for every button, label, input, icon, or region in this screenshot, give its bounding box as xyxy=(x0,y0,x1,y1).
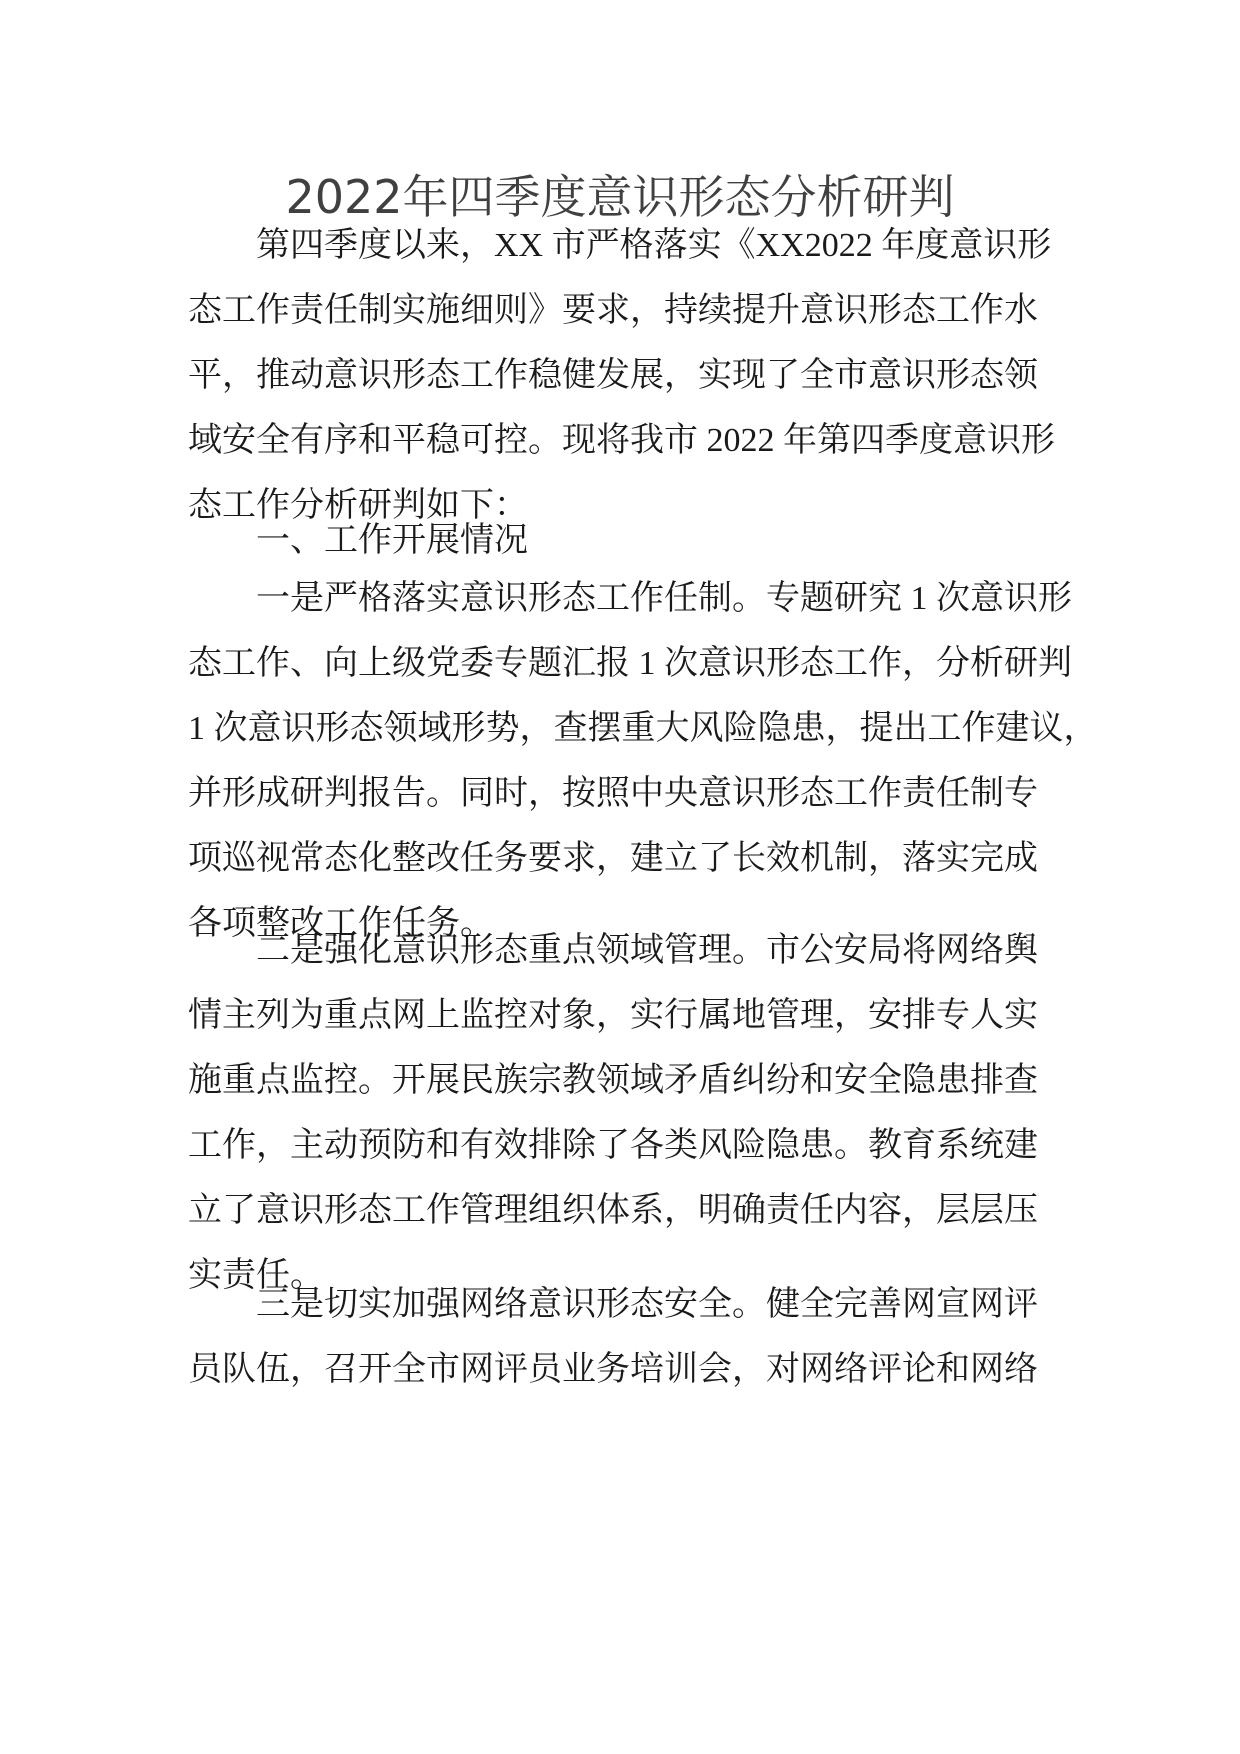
paragraph-line: 员队伍，召开全市网评员业务培训会，对网络评论和网络 xyxy=(188,1351,1038,1388)
paragraph-line: 第四季度以来，XX 市严格落实《XX2022 年度意识形 xyxy=(256,227,1052,264)
document-title: 2022年四季度意识形态分析研判 xyxy=(285,170,955,224)
paragraph-line: 施重点监控。开展民族宗教领域矛盾纠纷和安全隐患排查 xyxy=(188,1062,1038,1099)
paragraph-line: 工作，主动预防和有效排除了各类风险隐患。教育系统建 xyxy=(188,1127,1038,1164)
paragraph-line: 态工作、向上级党委专题汇报 1 次意识形态工作，分析研判 xyxy=(188,645,1072,682)
paragraph-item-3 xyxy=(188,1272,1088,1402)
paragraph-line: 情主列为重点网上监控对象，实行属地管理，安排专人实 xyxy=(188,997,1038,1034)
paragraph-line: 二是强化意识形态重点领域管理。市公安局将网络舆 xyxy=(256,932,1038,969)
paragraph-line: 态工作责任制实施细则》要求，持续提升意识形态工作水 xyxy=(188,292,1038,329)
paragraph-line: 项巡视常态化整改任务要求，建立了长效机制，落实完成 xyxy=(188,840,1038,877)
section-heading-text: 一、工作开展情况 xyxy=(256,522,528,559)
paragraph-intro xyxy=(188,213,1088,538)
paragraph-item-2 xyxy=(188,918,1088,1308)
paragraph-line: 各项整改工作任务。 xyxy=(188,905,494,942)
paragraph-line: 域安全有序和平稳可控。现将我市 2022 年第四季度意识形 xyxy=(188,422,1055,459)
paragraph-line: 三是切实加强网络意识形态安全。健全完善网宣网评 xyxy=(256,1286,1038,1323)
paragraph-line: 态工作分析研判如下： xyxy=(188,487,528,524)
paragraph-line: 并形成研判报告。同时，按照中央意识形态工作责任制专 xyxy=(188,775,1038,812)
paragraph-line: 平，推动意识形态工作稳健发展，实现了全市意识形态领 xyxy=(188,357,1038,394)
paragraph-line: 立了意识形态工作管理组织体系，明确责任内容，层层压 xyxy=(188,1192,1038,1229)
paragraph-line: 1 次意识形态领域形势，查摆重大风险隐患，提出工作建议， xyxy=(188,710,1098,747)
paragraph-line: 一是严格落实意识形态工作任制。专题研究 1 次意识形 xyxy=(256,580,1072,617)
section-heading xyxy=(188,508,1088,573)
paragraph-line: 实责任。 xyxy=(188,1257,324,1294)
paragraph-item-1 xyxy=(188,566,1098,956)
